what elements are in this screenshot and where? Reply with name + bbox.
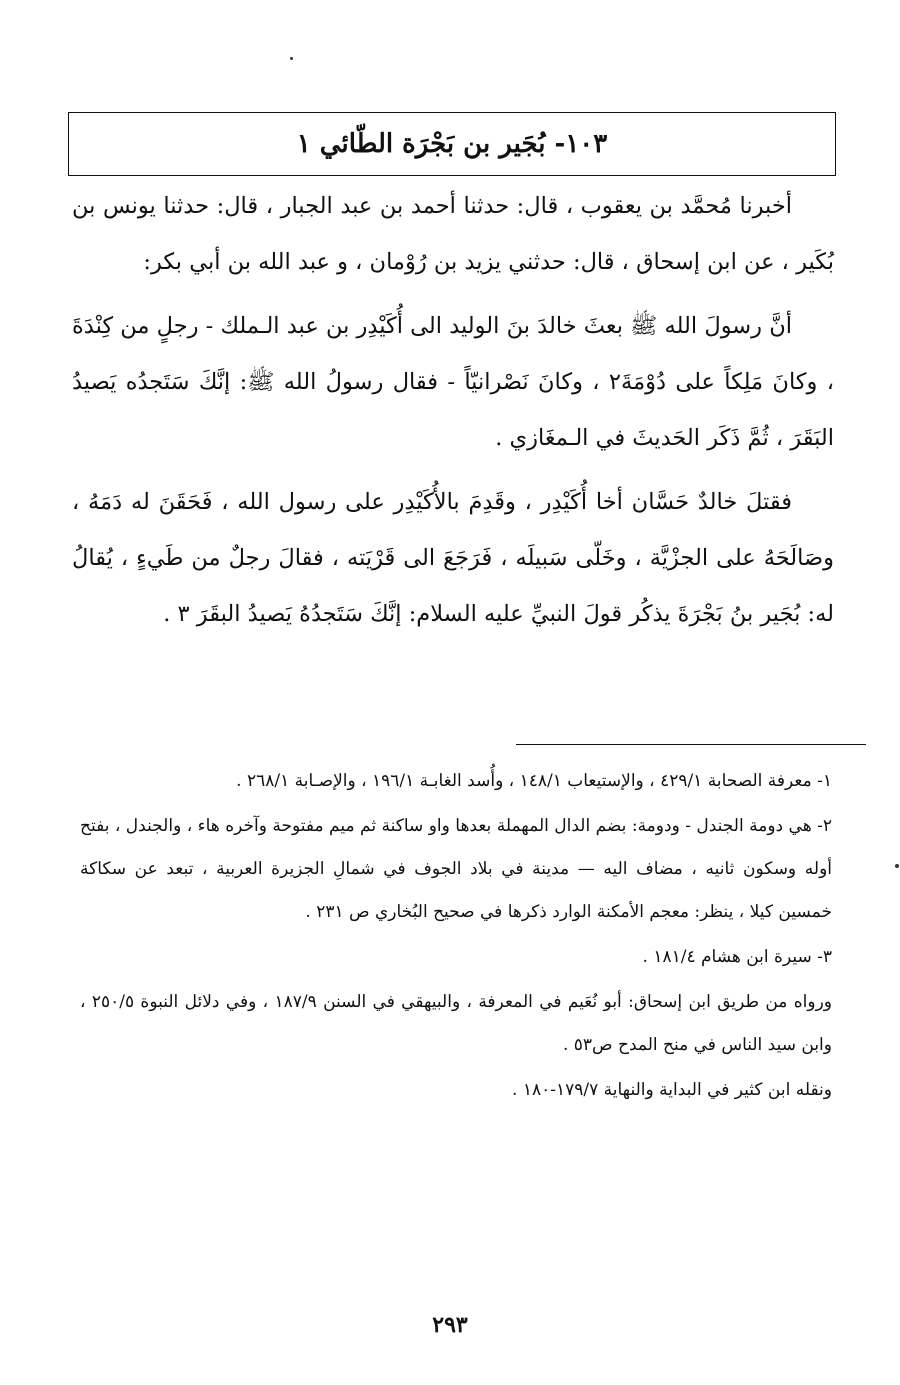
footnote-2: ٢- هي دومة الجندل - ودومة: بضم الدال المهملة بعدها واو ساكنة ثم ميم مفتوحة وآخره هاء ، والجندل ، بفتح أوله وسكون ثانيه ، مضاف اليه — مدينة في بلاد الجوف في شمالِ الجزيرة العربية ، تبعد عن سكاكة خمسين كيلا ، ينظر: معجم الأمكنة الوارد ذكرها في صحيح البُخاري ص ٢٣١ . bbox=[80, 816, 832, 922]
footnote-note-naql: ونقله ابن كثير في البداية والنهاية ١٧٩/٧-١٨٠ . bbox=[512, 1080, 832, 1100]
main-text bbox=[72, 178, 834, 642]
paragraph-narration: أنَّ رسولَ الله ﷺ بعثَ خالدَ بنَ الوليد الى أُكَيْدِر بن عبد الـملك - رجلٍ من كِنْدَةَ ، وكانَ مَلِكاً على دُوْمَةَ٢ ، وكانَ نَصْرانيّاً - فقال رسولُ الله ﷺ: إنَّكَ سَتَجدُه يَصيدُ البَقَرَ ، ثُمَّ ذَكَر الحَديثَ في الـمغَازي . bbox=[72, 313, 834, 451]
scan-speck bbox=[290, 57, 293, 60]
footnotes bbox=[80, 760, 832, 1112]
chapter-title: ١٠٣- بُجَير بن بَجْرَة الطّائي ١ bbox=[296, 129, 608, 159]
paragraph-story: فقتلَ خالدٌ حَسَّان أخا أُكَيْدِر ، وقَدِمَ بالأُكَيْدِر على رسول الله ، فَحَقَنَ له دَمَهُ ، وصَالَحَهُ على الجزْيَّة ، وخَلّى سَبيلَه ، فَرَجَعَ الى قَرْيَته ، فقالَ رجلٌ من طَيءٍ ، يُقالُ له: بُجَير بنُ بَجْرَةَ يذكُر قولَ النبيِّ عليه السلام: إنَّكَ سَتَجدُهُ يَصيدُ البقَرَ ٣ . bbox=[72, 489, 834, 627]
footnote-note-riwaya: ورواه من طريق ابن إسحاق: أبو نُعَيم في المعرفة ، والبيهقي في السنن ١٨٧/٩ ، وفي دلائل النبوة ٢٥٠/٥ ، وابن سيد الناس في منح المدح ص٥٣ . bbox=[80, 992, 833, 1055]
footnote-3: ٣- سيرة ابن هشام ١٨١/٤ . bbox=[642, 947, 832, 967]
paragraph-isnad: أخبرنا مُحمَّد بن يعقوب ، قال: حدثنا أحمد بن عبد الجبار ، قال: حدثنا يونس بن بُكَير ، عن ابن إسحاق ، قال: حدثني يزيد بن رُوْمان ، و عبد الله بن أبي بكر: bbox=[72, 193, 834, 275]
page-number: ٢٩٣ bbox=[432, 1312, 468, 1338]
chapter-title-box bbox=[68, 112, 836, 176]
footnote-1: ١- معرفة الصحابة ٤٢٩/١ ، والإستيعاب ١٤٨/١ ، وأُسد الغابـة ١٩٦/١ ، والإصـابة ٢٦٨/١ . bbox=[236, 771, 832, 791]
scan-speck bbox=[895, 864, 899, 868]
footnote-separator bbox=[516, 744, 866, 745]
